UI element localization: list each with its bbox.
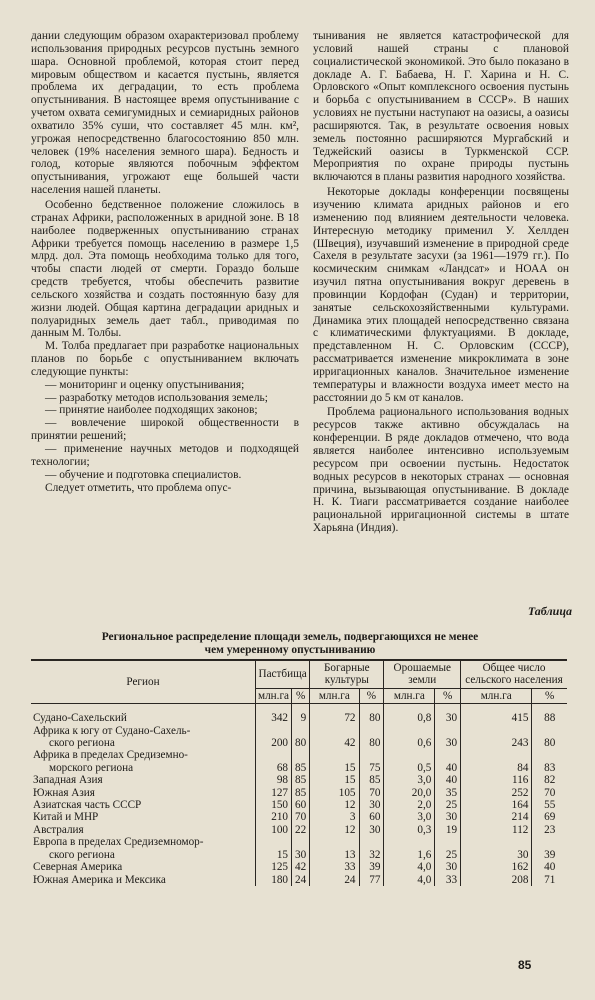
value-cell: 32 (359, 836, 384, 861)
list-item: — мониторинг и оценку опустынивания; (45, 378, 245, 391)
value-cell: 208 (461, 874, 532, 886)
region-name: ского региона (49, 737, 115, 750)
header-rainfed: Богарные культуры (310, 660, 384, 688)
region-cell (31, 787, 256, 799)
value-cell: 164 (461, 799, 532, 811)
value-cell: 180 (256, 874, 292, 886)
region-cell (31, 725, 256, 750)
table-row (31, 836, 567, 861)
header-unit: % (435, 688, 461, 703)
value-cell: 4,0 (384, 874, 435, 886)
value-cell: 15 (310, 749, 359, 774)
region-cell (31, 774, 256, 786)
value-cell: 40 (544, 861, 556, 874)
region-name: Судано-Сахельский (33, 712, 127, 725)
table-row (31, 799, 567, 811)
paragraph: Некоторые доклады конференции посвящены изучению климата аридных районов и его изменению под влиянием деятельности человека. Интересную методику применил У. Хеллден (Швеция), изучавший изменение в природной среде Сахеля в результате засухи (за 1961—1979 гг.). По космическим снимкам «Ландсат» и НОАА он изучил пятна опустынивания вокруг деревень в провинции Кордофан (Судан) и территории, занятые сельскохозяйственными культурами. Динамика этих площадей непосредственно связана с климатическими флуктуациями. В докладе, представленном Н. С. Орловским (СССР), рассматривается изменение микроклимата в зоне ирригационных каналов. Значительное изменение температуры и влажности воздуха имеет место на расстоянии до 5 км от каналов. (313, 186, 569, 404)
value-cell: 70 (544, 786, 556, 799)
value-cell: 70 (292, 811, 310, 823)
table-label: Таблица (527, 604, 572, 618)
paragraph: Проблема рационального использования водных ресурсов также активно обсуждалась на конференции. В ряде докладов отмечено, что вода является наиболее интенсивно используемым ресурсом при освоении пустынь. Недостаток водных ресурсов в некоторых странах — основная причина, вызывающая опустынивание. В докладе Н. К. Тиаги рассматривается создание наиболее рациональной ирригационной системы в штате Харьяна (Индия). (313, 406, 569, 535)
value-cell: 30 (461, 836, 532, 861)
table-row (31, 824, 567, 836)
value-cell: 60 (359, 811, 384, 823)
table-body (31, 704, 567, 886)
value-cell: 1,6 (384, 836, 435, 861)
value-cell: 13 (310, 836, 359, 861)
value-cell: 75 (359, 749, 384, 774)
value-cell: 85 (359, 774, 384, 786)
value-cell: 100 (256, 824, 292, 836)
value-cell: 83 (544, 761, 556, 774)
value-cell: 30 (435, 704, 461, 725)
table-row (31, 749, 567, 774)
header-unit: млн.га (310, 688, 359, 703)
region-name: Азиатская часть СССР (33, 799, 142, 812)
value-cell: 30 (359, 799, 384, 811)
region-cell (31, 799, 256, 811)
header-population: Общее число сельского населения (461, 660, 567, 688)
value-cell: 0,5 (384, 749, 435, 774)
value-cell: 40 (435, 774, 461, 786)
value-cell: 84 (461, 749, 532, 774)
value-cell: 243 (461, 725, 532, 750)
paragraph: Следует отметить, что проблема опус- (45, 481, 232, 494)
value-cell: 162 (461, 861, 532, 873)
page-number: 85 (518, 958, 532, 972)
paragraph: дании следующим образом охарактеризовал проблему использования природных ресурсов пустынь земного шара. Основной проблемой, которая стоит перед мировым обществом и касается пустынь, является проблема их деградации, то есть проблема опустынивания. В настоящее время опустынивание с учетом охвата семигумидных и семиаридных районов охватило 35% суши, что составляет 45 млн. км², угрожая непосредственно благосостоянию 850 млн. человек (19% населения земного шара). Бедность и голод, которые являются побочным эффектом опустынивания, угрожают еще большей части населения нашей планеты. (31, 30, 299, 197)
value-cell: 20,0 (384, 787, 435, 799)
value-cell: 71 (544, 873, 556, 886)
value-cell: 24 (292, 874, 310, 886)
value-cell: 22 (292, 824, 310, 836)
table-title: Региональное распределение площади земель, подвергающихся не менее чем умеренному опустыниванию (101, 631, 479, 656)
paragraph: Особенно бедственное положение сложилось в странах Африки, расположенных в аридной зоне. В 18 наиболее подверженных опустыниванию странах Африки требуется помощь населению в размере 1,5 млрд. дол. Эта помощь необходима только для того, чтобы спасти людей от смерти. Гораздо больше средств требуется, чтобы обеспечить развитие сельского хозяйства и создать постоянную базу для жизни людей. Общая картина деградации аридных и полуаридных земель дает табл., приводимая по данным М. Толбы. (31, 198, 299, 340)
value-cell: 35 (435, 787, 461, 799)
value-cell: 2,0 (384, 799, 435, 811)
region-cell (31, 749, 256, 774)
value-cell: 40 (435, 749, 461, 774)
table-row (31, 704, 567, 725)
region-name: Южная Америка и Мексика (33, 873, 166, 886)
value-cell: 112 (461, 824, 532, 836)
value-cell: 33 (310, 861, 359, 873)
left-text-column (31, 30, 299, 494)
region-cell (31, 824, 256, 836)
value-cell: 25 (435, 799, 461, 811)
value-cell: 80 (359, 704, 384, 725)
value-cell: 33 (435, 874, 461, 886)
value-cell: 9 (292, 704, 310, 725)
value-cell: 150 (256, 799, 292, 811)
value-cell: 80 (292, 725, 310, 750)
region-name: Африка в пределах Средиземно- (33, 749, 188, 762)
table-row (31, 725, 567, 750)
region-cell (31, 811, 256, 823)
region-name: Западная Азия (33, 774, 103, 787)
header-unit: млн.га (461, 688, 532, 703)
value-cell: 80 (544, 737, 556, 750)
region-name: Южная Азия (33, 786, 95, 799)
value-cell: 210 (256, 811, 292, 823)
region-name: морского региона (49, 761, 134, 774)
header-unit: % (532, 688, 567, 703)
paragraph: тынивания не является катастрофической для условий нашей страны с плановой социалистической экономикой. Это было показано в докладе А. Г. Бабаева, Н. Г. Харина и Н. С. Орловского «Опыт комплексного освоения пустынь и борьба с опустыниванием в СССР». В наших условиях не пустыни наступают на оазисы, а оазисы расширяются. Так, в результате освоения новых земель постоянно расширяются Мургабский и Теджейский оазисы в Туркменской ССР. Мероприятия по охране природы пустынь включаются в планы развития народного хозяйства. (313, 30, 569, 184)
value-cell: 39 (359, 861, 384, 873)
value-cell: 15 (256, 836, 292, 861)
value-cell: 68 (256, 749, 292, 774)
header-unit: млн.га (256, 688, 292, 703)
value-cell: 85 (292, 774, 310, 786)
list-item: — вовлечение широкой общественности в принятии решений; (31, 417, 299, 443)
region-cell (31, 874, 256, 886)
value-cell: 85 (292, 787, 310, 799)
value-cell: 98 (256, 774, 292, 786)
region-cell (31, 836, 256, 861)
value-cell: 415 (461, 704, 532, 725)
value-cell: 342 (256, 704, 292, 725)
desertification-table (31, 659, 567, 886)
region-name: ского региона (49, 848, 115, 861)
table-row (31, 811, 567, 823)
value-cell: 0,3 (384, 824, 435, 836)
value-cell: 12 (310, 824, 359, 836)
table-row (31, 861, 567, 873)
list-item: — принятие наиболее подходящих законов; (45, 404, 258, 417)
list-item: — применение научных методов и подходящей технологии; (31, 443, 299, 468)
value-cell: 15 (310, 774, 359, 786)
value-cell: 214 (461, 811, 532, 823)
value-cell: 3,0 (384, 811, 435, 823)
value-cell: 127 (256, 787, 292, 799)
value-cell: 252 (461, 787, 532, 799)
value-cell: 69 (544, 811, 556, 824)
value-cell: 0,8 (384, 704, 435, 725)
value-cell: 3,0 (384, 774, 435, 786)
region-cell (31, 861, 256, 873)
region-cell (31, 704, 256, 725)
value-cell: 30 (292, 836, 310, 861)
region-name: Китай и МНР (33, 811, 99, 824)
list-item: — обучение и подготовка специалистов. (45, 468, 242, 481)
value-cell: 0,6 (384, 725, 435, 750)
value-cell: 19 (435, 824, 461, 836)
value-cell: 77 (359, 874, 384, 886)
value-cell: 39 (544, 848, 556, 861)
value-cell: 125 (256, 861, 292, 873)
region-name: Африка к югу от Судано-Сахель- (33, 724, 191, 737)
value-cell: 60 (292, 799, 310, 811)
list-item: — разработку методов использования земель; (45, 391, 268, 404)
value-cell: 12 (310, 799, 359, 811)
value-cell: 4,0 (384, 861, 435, 873)
region-name: Северная Америка (33, 861, 123, 874)
value-cell: 25 (435, 836, 461, 861)
value-cell: 82 (544, 774, 556, 787)
region-name: Австралия (33, 823, 84, 836)
value-cell: 42 (310, 725, 359, 750)
value-cell: 85 (292, 749, 310, 774)
paragraph: М. Толба предлагает при разработке национальных планов по борьбе с опустыниванием включать следующие пункты: (31, 340, 299, 378)
value-cell: 116 (461, 774, 532, 786)
header-irrigated: Орошаемые земли (384, 660, 461, 688)
header-unit: % (292, 688, 310, 703)
header-region: Регион (31, 660, 256, 704)
table-row (31, 774, 567, 786)
value-cell: 55 (544, 799, 556, 812)
value-cell: 24 (310, 874, 359, 886)
header-pasture: Пастбища (256, 660, 310, 688)
value-cell: 72 (310, 704, 359, 725)
value-cell: 70 (359, 787, 384, 799)
value-cell: 105 (310, 787, 359, 799)
value-cell: 88 (544, 712, 556, 725)
value-cell: 42 (292, 861, 310, 873)
value-cell: 23 (544, 823, 556, 836)
value-cell: 30 (435, 725, 461, 750)
value-cell: 30 (359, 824, 384, 836)
right-text-column (313, 30, 569, 535)
header-unit: % (359, 688, 384, 703)
table-row (31, 874, 567, 886)
value-cell: 80 (359, 725, 384, 750)
value-cell: 3 (310, 811, 359, 823)
value-cell: 30 (435, 861, 461, 873)
table-row (31, 787, 567, 799)
header-unit: млн.га (384, 688, 435, 703)
value-cell: 30 (435, 811, 461, 823)
region-name: Европа в пределах Средиземномор- (33, 836, 204, 849)
value-cell: 200 (256, 725, 292, 750)
